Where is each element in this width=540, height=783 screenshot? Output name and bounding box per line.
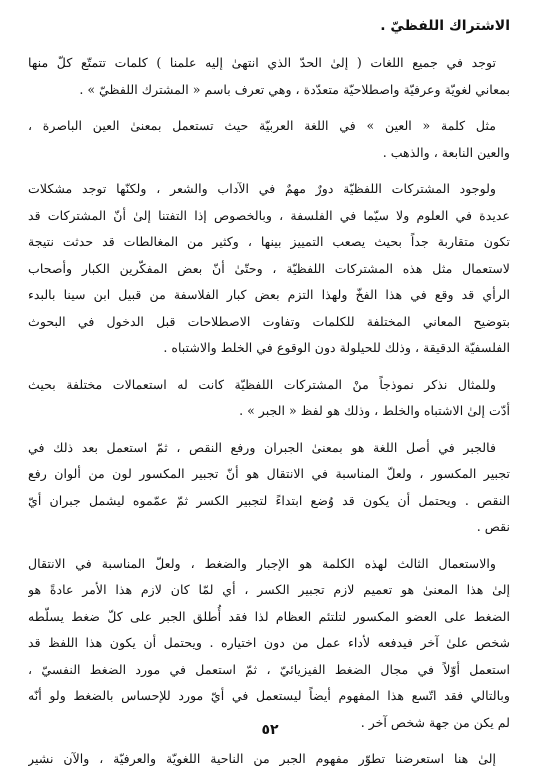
text-line: تجبير المكسور ، ولعلّ المناسبة في الانتقال هو أنّ تجبير المكسور لون من ألوان رفع bbox=[28, 466, 510, 481]
body-text bbox=[28, 50, 510, 783]
text-line: بمعاني لغويّة وعرفيّة واصطلاحيّة متعدّدة ، وهي تعرف باسم « المشترك اللفظيّ » . bbox=[79, 81, 510, 97]
text-line: النقص . ويحتمل أن يكون قد وُضع ابتداءً لتجبير الكسر ثمّ عمّموه ليشمل جبران أيّ bbox=[28, 492, 510, 508]
paragraph bbox=[28, 746, 510, 773]
paragraph bbox=[28, 372, 510, 425]
text-line: عديدة في العلوم ولا سيّما في الفلسفة ، وبالخصوص إذا التفتنا إلىٰ أنّ المشتركات قد bbox=[28, 207, 510, 223]
paragraph bbox=[28, 176, 510, 362]
text-line: أدّت إلىٰ الاشتباه والخلط ، وذلك هو لفظ « الجبر » . bbox=[239, 403, 510, 418]
text-line: الضغط على العضو المكسور لتلتئم العظام لذا فقد أُطلق الجبر على كلّ ضغط يسلّطه bbox=[28, 608, 510, 624]
text-line: شخص علىٰ آخر فيدفعه لأداء عمل من دون اختياره . ويحتمل أن يكون هذا اللفظ قد bbox=[28, 635, 510, 650]
text-line: مثل كلمة « العين » في اللغة العربيّة حيث تستعمل بمعنىٰ العين الباصرة ، bbox=[28, 118, 496, 133]
text-line: لاستعمال مثل هذه المشتركات اللفظيّة ، وحتّىٰ أنّ بعض المفكّرين الكبار وأصحاب bbox=[28, 260, 510, 276]
text-line: إلىٰ هذا المعنىٰ هو تعميم لازم تجبير الكسر ، أي لمّا كان لازم هذا الأمر عادةً هو bbox=[28, 582, 510, 597]
text-line: والاستعمال الثالث لهذه الكلمة هو الإجبار والضغط ، ولعلّ المناسبة في الانتقال bbox=[28, 555, 496, 571]
text-line: توجد في جميع اللغات ( إلىٰ الحدّ الذي انتهىٰ إليه علمنا ) كلمات تتمتّع كلّ منها bbox=[28, 55, 496, 70]
text-line: الفلسفيّة الدقيقة ، وذلك للحيلولة دون الوقوع في الخلط والاشتباه . bbox=[163, 340, 510, 355]
text-line: إلىٰ هنا استعرضنا تطوّر مفهوم الجبر من الناحية اللغويّة والعرفيّة ، والآن نشير bbox=[28, 751, 496, 766]
text-line: والعين النابعة ، والذهب . bbox=[382, 144, 510, 160]
text-line: فالجبر في أصل اللغة هو بمعنىٰ الجبران ورفع النقص ، ثمّ استعمل بعد ذلك في bbox=[28, 439, 496, 455]
text-line: الرأي قد وقع في هذا الفخّ ولهذا التزم بعض كبار الفلاسفة من قبيل ابن سينا بالبدء bbox=[28, 287, 510, 302]
text-line: لم يكن من جهة شخص آخر . bbox=[360, 714, 510, 730]
text-line: وبالتالي فقد اتّسع هذا المفهوم أيضاً ليستعمل في أيّ مورد للإحساس بالضغط ولو أنّه bbox=[28, 688, 510, 703]
text-line: استعمل أوّلاً في مجال الضغط الفيزيائيّ ، ثمّ استعمل في مورد الضغط النفسيّ ، bbox=[28, 661, 510, 677]
section-heading: الاشتراك اللفظيّ . bbox=[380, 18, 510, 34]
text-line: نقص . bbox=[476, 519, 510, 534]
text-line: ولوجود المشتركات اللفظيّة دورٌ مهمٌ في الآداب والشعر ، ولكنّها توجد مشكلات bbox=[28, 181, 496, 196]
text-line: وللمثال نذكر نموذجاً منْ المشتركات اللفظيّة كانت له استعمالات مختلفة بحيث bbox=[28, 376, 496, 392]
paragraph bbox=[28, 50, 510, 103]
text-line: بتوضيح المعاني المختلفة للكلمات وتفاوت الاصطلاحات قبل الدخول في البحوث bbox=[28, 313, 510, 329]
paragraph bbox=[28, 113, 510, 166]
paragraph bbox=[28, 435, 510, 541]
paragraph bbox=[28, 551, 510, 737]
text-line: تكون متقاربة جداً بحيث يصعب التمييز بينها ، وكثير من المغالطات قد حدثت نتيجة bbox=[28, 234, 510, 249]
page-number: ٥٢ bbox=[261, 722, 279, 738]
